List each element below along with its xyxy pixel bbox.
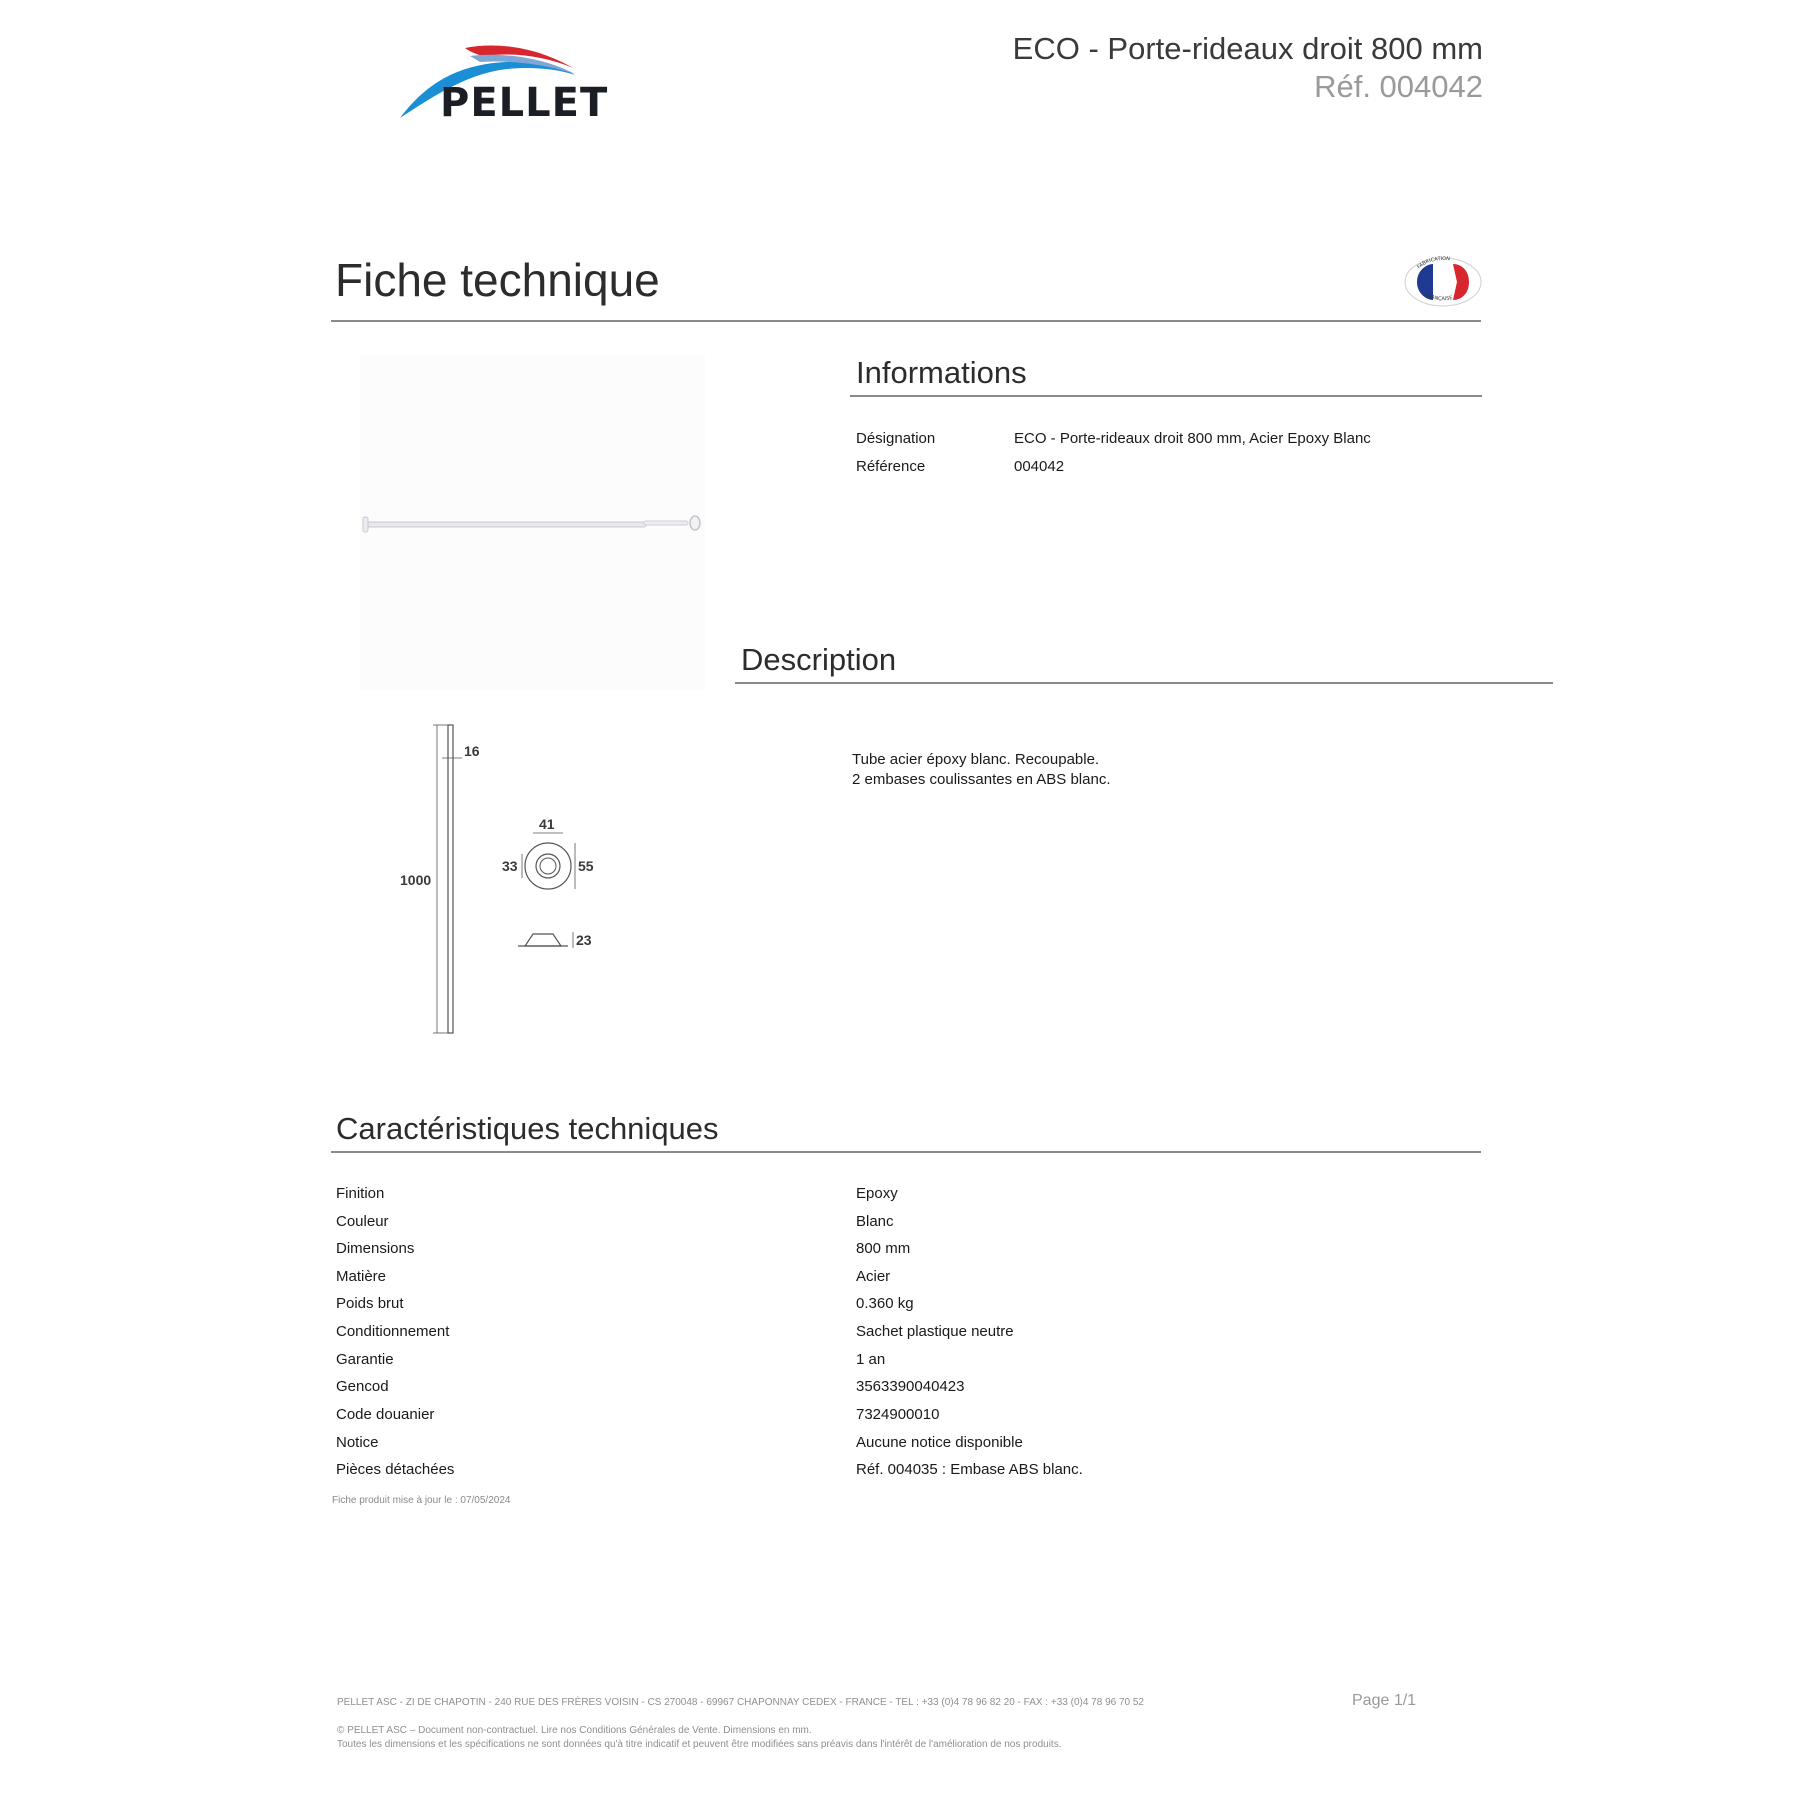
spec-value: 3563390040423 [856,1378,965,1395]
fabrication-francaise-badge [1403,256,1483,308]
product-ref: Réf. 004042 [1314,69,1483,104]
footer-copyright: © PELLET ASC – Document non-contractuel. Lire nos Conditions Générales de Vente. Dimensions en mm. [337,1725,812,1736]
dim-base-height: 23 [576,932,592,948]
updated-date: Fiche produit mise à jour le : 07/05/2024 [332,1495,511,1506]
spec-label: Matière [336,1268,387,1285]
brand-name: PELLET [440,80,609,126]
dim-base-hole: 33 [502,858,518,874]
spec-label: Dimensions [336,1240,415,1257]
spec-label: Notice [336,1434,379,1451]
spec-label: Poids brut [336,1295,404,1312]
spec-label: Code douanier [336,1406,435,1423]
spec-value: Sachet plastique neutre [856,1323,1014,1340]
informations-heading: Informations [856,355,1027,390]
product-title: ECO - Porte-rideaux droit 800 mm [1012,31,1483,66]
spec-label: Gencod [336,1378,389,1395]
spec-label: Pièces détachées [336,1461,455,1478]
spec-value: 0.360 kg [856,1295,914,1312]
dim-tube-length: 1000 [400,872,432,888]
description-heading: Description [741,642,897,677]
spec-value: 7324900010 [856,1406,940,1423]
product-photo [360,355,705,690]
divider [331,1151,1481,1153]
brand-logo [395,40,635,130]
page-title: Fiche technique [335,254,660,306]
description-text [852,750,1111,790]
badge-top-text: FABRICATION [1416,256,1451,271]
dim-tube-diameter: 16 [464,743,480,759]
divider [331,320,1481,322]
description-line: 2 embases coulissantes en ABS blanc. [852,771,1111,788]
spec-value: Réf. 004035 : Embase ABS blanc. [856,1461,1083,1478]
spec-label: Conditionnement [336,1323,450,1340]
spec-value: Aucune notice disponible [856,1434,1023,1451]
info-label: Désignation [856,430,936,447]
spec-label: Garantie [336,1351,394,1368]
divider [735,682,1553,684]
spec-value: Epoxy [856,1185,898,1202]
spec-value: Blanc [856,1213,894,1230]
description-line: Tube acier époxy blanc. Recoupable. [852,751,1100,768]
info-value: 004042 [1014,458,1065,475]
spec-label: Finition [336,1185,385,1202]
spec-value: 800 mm [856,1240,911,1257]
divider [850,395,1482,397]
info-label: Référence [856,458,926,475]
caracteristiques-heading: Caractéristiques techniques [336,1111,719,1146]
spec-value: Acier [856,1268,891,1285]
spec-label: Couleur [336,1213,389,1230]
footer-disclaimer: Toutes les dimensions et les spécifications ne sont données qu'à titre indicatif et peuvent être modifiées sans préavis dans l'intérêt de l'amélioration de nos produits. [337,1739,1062,1750]
spec-value: 1 an [856,1351,886,1368]
dim-base-outer: 55 [578,858,594,874]
footer-address: PELLET ASC - ZI DE CHAPOTIN - 240 RUE DES FRÈRES VOISIN - CS 270048 - 69967 CHAPONNAY CEDEX - FRANCE - TEL : +33 (0)4 78 96 82 20 - FAX : +33 (0)4 78 96 70 52 [337,1697,1144,1708]
page-number: Page 1/1 [1352,1692,1417,1709]
dim-base-inner: 41 [539,816,555,832]
technical-drawing [390,720,630,1040]
info-value: ECO - Porte-rideaux droit 800 mm, Acier Epoxy Blanc [1014,430,1371,447]
badge-bottom-text: FRANÇAISE [1424,292,1454,303]
